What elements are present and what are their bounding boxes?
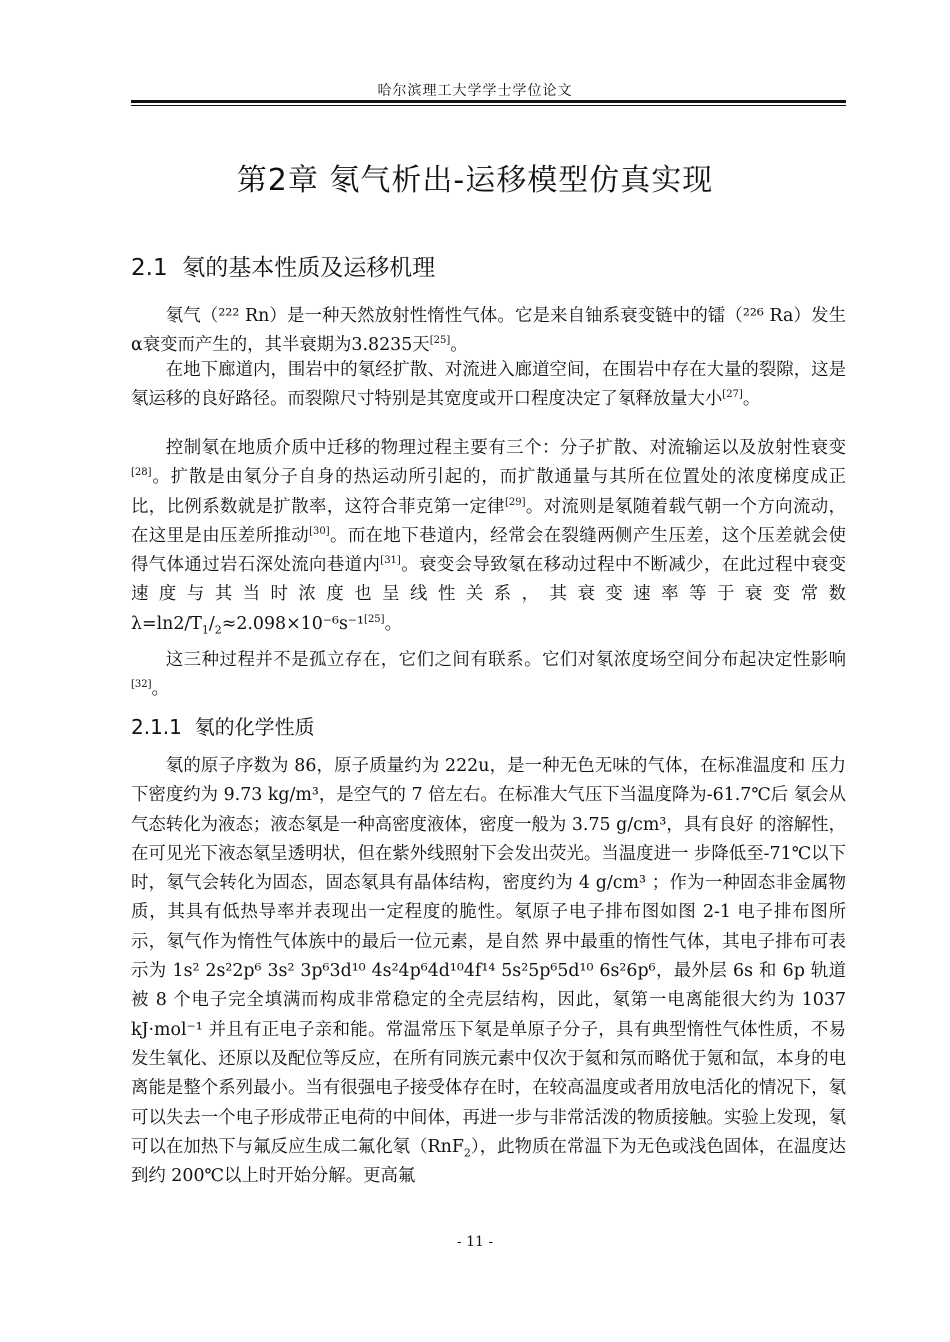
p3-text-g: ≈2.098×10⁻⁶s⁻¹ — [221, 613, 365, 634]
p3-text-f: / — [208, 613, 215, 634]
p1-citation: [25] — [429, 335, 451, 347]
p2-text-b: 。 — [742, 389, 761, 410]
p3-text-b: 。扩散是由氡分子自身的热运动所引起的，而扩散通量与其所在位置处的浓度梯度成正比，比例系数就是扩散率，这符合菲克第一定律 — [131, 467, 846, 517]
p4-text-a: 这三种过程并不是孤立存在，它们之间有联系。它们对氡浓度场空间分布起决定性影响 — [165, 650, 846, 670]
p3-subscript-1: 1 — [201, 623, 209, 637]
p3-subscript-2: 2 — [214, 623, 222, 637]
header-rule-thick — [131, 100, 846, 103]
p1-text-b: 。 — [450, 335, 468, 356]
paragraph-1 — [131, 302, 846, 361]
p3-text-e: 。衰变会导致氡在移动过程中不断减少，在此过程中衰变速度与其当时浓度也呈线性关系，其衰变速率等于衰变常数 λ=ln2/T — [131, 555, 846, 634]
p4-citation: [32] — [131, 679, 152, 691]
paragraph-3 — [131, 434, 846, 639]
header-title: 哈尔滨理工大学学士学位论文 — [377, 83, 573, 99]
p3-text-a: 控制氡在地质介质中迁移的物理过程主要有三个：分子扩散、对流输运以及放射性衰变 — [165, 438, 846, 458]
p5-text-b: ），此物质在常温下为无色或浅色固体，在温度达到约 200℃以上时开始分解。更高氟 — [131, 1136, 846, 1187]
p3-citation-3: [30] — [309, 526, 330, 538]
section-heading — [131, 249, 435, 282]
paragraph-2 — [131, 356, 846, 415]
p1-text-a: 氡气（²²² Rn）是一种天然放射性惰性气体。它是来自铀系衰变链中的镭（²²⁶ Ra）发生α衰变而产生的，其半衰期为3.8235天 — [131, 306, 846, 356]
p3-citation-1: [28] — [131, 467, 152, 479]
p3-citation-4: [31] — [380, 555, 401, 567]
p2-text-a: 在地下廊道内，围岩中的氡经扩散、对流进入廊道空间，在围岩中存在大量的裂隙，这是氡运移的良好路径。而裂隙尺寸特别是其宽度或开口程度决定了氡释放量大小 — [131, 360, 846, 410]
paragraph-4 — [131, 646, 846, 705]
subsection-title: 氡的化学性质 — [194, 715, 315, 739]
subsection-number: 2.1.1 — [131, 715, 182, 739]
chapter-title: 第2章 氡气析出-运移模型仿真实现 — [236, 163, 714, 198]
paragraph-5 — [131, 752, 846, 1191]
p3-text-h: 。 — [384, 613, 402, 634]
header-rule-thin — [131, 105, 846, 106]
p3-text-c: 。对流则是氡随着载气朝一个方向流动，在这里是由压差所推动 — [131, 496, 846, 546]
p3-citation-5: [25] — [364, 613, 385, 625]
p5-subscript: 2 — [463, 1146, 471, 1160]
section-title: 氡的基本性质及运移机理 — [182, 255, 436, 281]
p3-citation-2: [29] — [504, 496, 526, 508]
subsection-heading — [131, 711, 315, 740]
p2-citation: [27] — [722, 389, 743, 401]
p4-text-b: 。 — [151, 679, 169, 700]
p3-text-d: 。而在地下巷道内，经常会在裂缝两侧产生压差，这个压差就会使得气体通过岩石深处流向巷道内 — [131, 525, 846, 576]
page-number: - 11 - — [456, 1234, 494, 1250]
section-number: 2.1 — [131, 255, 168, 281]
p5-text-a: 氡的原子序数为 86，原子质量约为 222u，是一种无色无味的气体，在标准温度和 压力下密度约为 9.73 kg/m³，是空气的 7 倍左右。在标准大气压下当温度降为-61.7℃后 氡会从气态转化为液态；液态氡是一种高密度液体，密度一般为 3.75 g/cm³，具有良好 的溶解性，在可见光下液态氡呈透明状，但在紫外线照射下会发出荧光。当温度进一 步降低至-71℃以下时，氡气会转化为固态，固态氡具有晶体结构，密度约为 4 g/cm³ ；作为一种固态非金属物质，其具有低热导率并表现出一定程度的脆性。氡原子电子排布图如图 2-1 电子排布图所示，氡气作为惰性气体族中的最后一位元素，是自然 界中最重的惰性气体，其电子排布可表示为 1s² 2s²2p⁶ 3s² 3p⁶3d¹⁰ 4s²4p⁶4d¹⁰4f¹⁴ 5s²5p⁶5d¹⁰ 6s²6p⁶，最外层 6s 和 6p 轨道被 8 个电子完全填满而构成非常稳定的全壳层结构，因此，氡第一电离能很大约为 1037 kJ·mol⁻¹ 并且有正电子亲和能。常温常压下氡是单原子分子，具有典型惰性气体性质，不易发生氧化、还原以及配位等反应，在所有同族元素中仅次于氦和氖而略优于氪和氙，本身的电离能是整个系列最小。当有很强电子接受体存在时，在较高温度或者用放电活化的情况下，氡可以失去一个电子形成带正电荷的中间体，再进一步与非常活泼的物质接触。实验上发现，氡可以在加热下与氟反应生成二氟化氡（RnF — [131, 756, 846, 1157]
